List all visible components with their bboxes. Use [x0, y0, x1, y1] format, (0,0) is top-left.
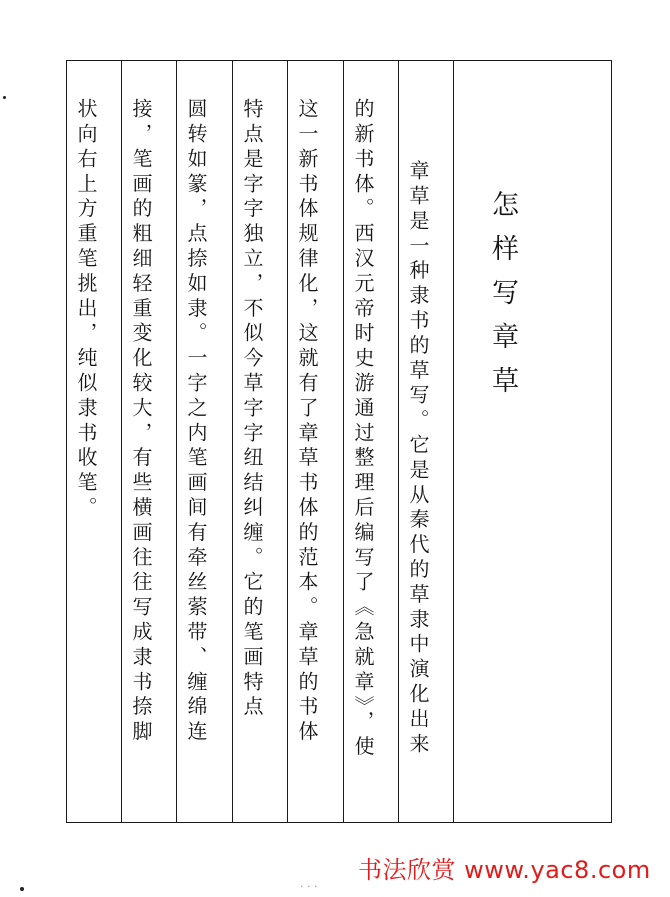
scan-speck — [20, 887, 24, 891]
text-column-1: 章草是一种隶书的草写。它是从秦代的草隶中演化出来 — [406, 160, 430, 758]
column-divider — [343, 60, 344, 823]
column-divider — [176, 60, 177, 823]
scan-speck — [3, 96, 6, 99]
column-divider — [398, 60, 399, 823]
column-divider — [453, 60, 454, 823]
page-title: 怎样写章草 — [487, 190, 518, 410]
text-column-7: 状向右上方重笔挑出，纯似隶书收笔。 — [74, 98, 98, 522]
site-watermark: 书法欣赏 www.yac8.com — [358, 856, 651, 884]
text-column-2: 的新书体。西汉元帝时史游通过整理后编写了《急就章》，使 — [351, 98, 375, 761]
column-divider — [232, 60, 233, 823]
scan-smudge: · · · — [300, 880, 318, 893]
text-column-3: 这一新书体规律化，这就有了章草书体的范本。章草的书体 — [295, 98, 319, 746]
text-column-4: 特点是字字独立，不似今草字字纽结纠缠。它的笔画特点 — [240, 98, 264, 721]
text-column-6: 接，笔画的粗细轻重变化较大，有些横画往往写成隶书捺脚 — [129, 98, 153, 746]
text-column-5: 圆转如篆，点捺如隶。一字之内笔画间有牵丝萦带、缠绵连 — [184, 98, 208, 746]
column-divider — [287, 60, 288, 823]
column-divider — [121, 60, 122, 823]
